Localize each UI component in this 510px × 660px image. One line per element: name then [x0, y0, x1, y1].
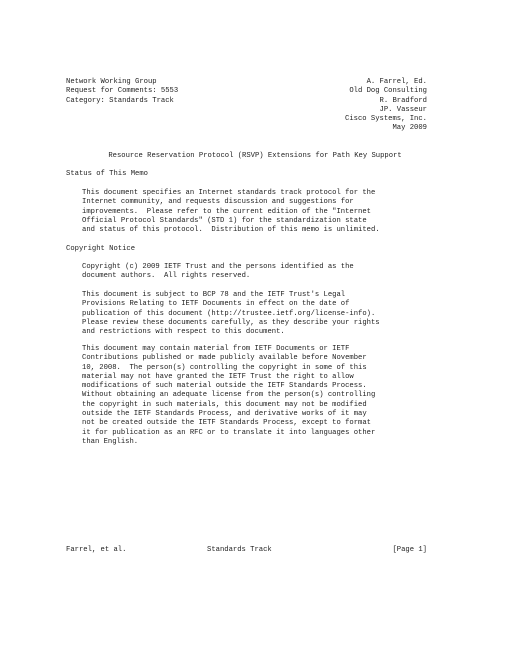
status-line: improvements. Please refer to the current edition of the "Internet — [82, 207, 371, 216]
rfc-number: Request for Comments: 5553 — [66, 87, 179, 96]
header-left-block — [66, 78, 178, 106]
copyright-line: and restrictions with respect to this document. — [82, 328, 285, 337]
author-1-org: Old Dog Consulting — [349, 87, 427, 96]
copyright-line: modifications of such material outside the IETF Standards Process. — [82, 382, 367, 391]
copyright-line: document authors. All rights reserved. — [82, 272, 251, 281]
copyright-line: Copyright (c) 2009 IETF Trust and the persons identified as the — [82, 263, 354, 271]
author-2: R. Bradford — [379, 96, 427, 105]
copyright-line: Provisions Relating to IETF Documents in effect on the date of — [82, 300, 350, 309]
copyright-line: This document is subject to BCP 78 and the IETF Trust's Legal — [82, 291, 346, 299]
publication-date: May 2009 — [392, 124, 427, 133]
footer-category: Standards Track — [207, 546, 272, 554]
author-3: JP. Vasseur — [379, 105, 427, 114]
copyright-line: publication of this document (http://trustee.ietf.org/license-info). — [82, 309, 376, 318]
copyright-paragraph-3 — [82, 345, 432, 447]
copyright-line: This document may contain material from IETF Documents or IETF — [82, 345, 350, 353]
copyright-line: outside the IETF Standards Process, and derivative works of it may — [82, 410, 367, 419]
copyright-line: Without obtaining an adequate license from the person(s) controlling — [82, 391, 376, 400]
copyright-line: not be created outside the IETF Standards Process, except to format — [82, 419, 371, 428]
footer-authors: Farrel, et al. — [66, 546, 127, 554]
copyright-line: material may not have granted the IETF Trust the right to allow — [82, 372, 354, 381]
working-group-label: Network Working Group — [66, 78, 157, 86]
header-right-block — [345, 78, 427, 134]
status-line: Official Protocol Standards" (STD 1) for the standardization state — [82, 216, 367, 225]
status-heading: Status of This Memo — [66, 170, 148, 178]
document-title: Resource Reservation Protocol (RSVP) Extensions for Path Key Support — [108, 152, 402, 160]
status-line: Internet community, and requests discussion and suggestions for — [82, 198, 354, 207]
author-1: A. Farrel, Ed. — [366, 78, 427, 86]
copyright-line: Please review these documents carefully, as they describe your rights — [82, 318, 380, 327]
copyright-line: it for publication as an RFC or to translate it into languages other — [82, 428, 376, 437]
page-number: [Page 1] — [392, 546, 427, 554]
copyright-line: than English. — [82, 437, 139, 446]
copyright-line: the copyright in such materials, this document may not be modified — [82, 400, 367, 409]
copyright-paragraph-1 — [82, 263, 432, 282]
copyright-paragraph-2 — [82, 291, 432, 337]
author-2-3-org: Cisco Systems, Inc. — [345, 115, 427, 124]
status-line: This document specifies an Internet standards track protocol for the — [82, 189, 376, 197]
category-label: Category: Standards Track — [66, 96, 174, 105]
copyright-line: Contributions published or made publicly available before November — [82, 354, 367, 363]
status-paragraph — [82, 189, 432, 235]
copyright-line: 10, 2008. The person(s) controlling the copyright in some of this — [82, 363, 367, 372]
status-line: and status of this protocol. Distribution of this memo is unlimited. — [82, 226, 380, 235]
copyright-heading: Copyright Notice — [66, 245, 136, 253]
